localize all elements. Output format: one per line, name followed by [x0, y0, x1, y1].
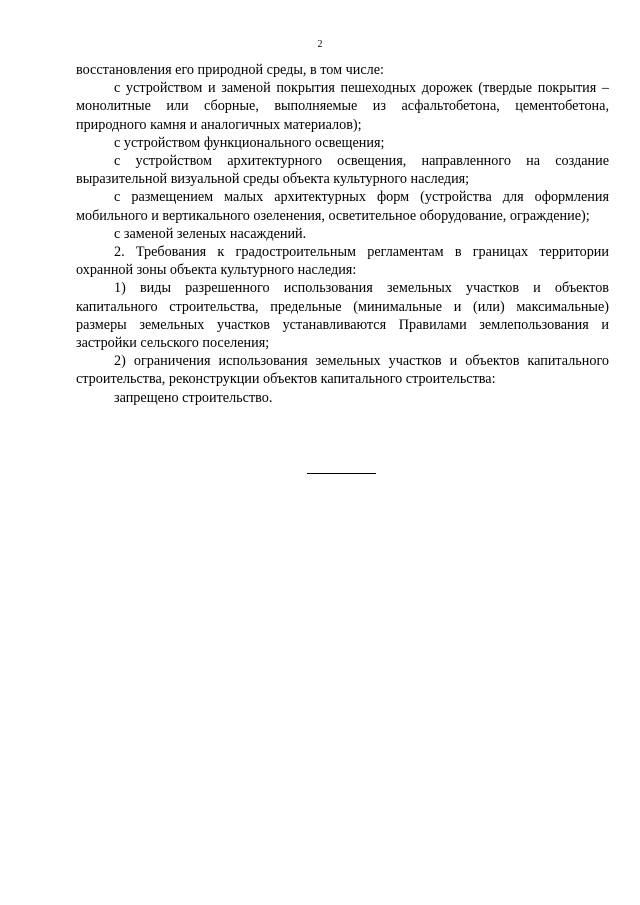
paragraph-functional-lighting: с устройством функционального освещения; — [114, 134, 385, 151]
paragraph-item-1-permitted-use: 1) виды разрешенного использования земельных участков и объектов капитального строительства, предельные (минимальные и (или) максимальные) размеры земельных участков устанавливаются Правилами землепользования и застройки сельского поселения; — [76, 280, 609, 352]
paragraph-green-plantings: с заменой зеленых насаждений. — [114, 225, 307, 242]
paragraph-construction-prohibited: запрещено строительство. — [114, 389, 273, 406]
paragraph-architectural-lighting: с устройством архитектурного освещения, направленного на создание выразительной визуальной среды объекта культурного наследия; — [76, 153, 609, 188]
end-of-document-line — [307, 473, 376, 474]
document-body — [76, 61, 609, 407]
paragraph-small-architectural-forms: с размещением малых архитектурных форм (устройства для оформления мобильного и вертикального озеленения, осветительное оборудование, ограждение); — [76, 189, 609, 224]
paragraph-continuation: восстановления его природной среды, в том числе: — [76, 62, 384, 78]
paragraph-item-2-restrictions: 2) ограничения использования земельных участков и объектов капитального строительства, реконструкции объектов капитального строительства: — [76, 353, 609, 388]
page-number: 2 — [317, 39, 323, 50]
paragraph-section-2-heading: 2. Требования к градостроительным регламентам в границах территории охранной зоны объекта культурного наследия: — [76, 244, 609, 279]
paragraph-walkway-coverings: с устройством и заменой покрытия пешеходных дорожек (твердые покрытия – монолитные или сборные, выполняемые из асфальтобетона, цементобетона, природного камня и аналогичных материалов); — [76, 80, 609, 133]
